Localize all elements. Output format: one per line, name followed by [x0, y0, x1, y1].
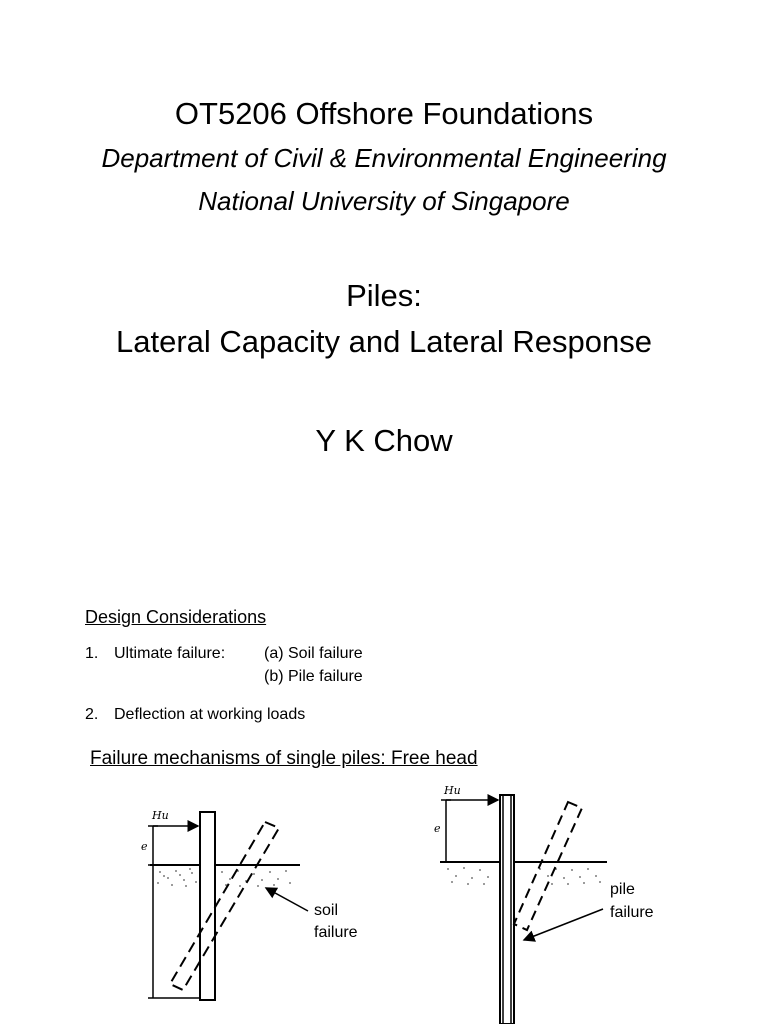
design-considerations-heading: Design Considerations: [85, 607, 267, 627]
item-2-text: Deflection at working loads: [114, 706, 306, 723]
soil-failure-label-line-1: soil: [314, 902, 339, 919]
author-name: Y K Chow: [315, 423, 453, 458]
topic-title-line-2: Lateral Capacity and Lateral Response: [116, 324, 652, 359]
soil-failure-diagram: [141, 809, 308, 1000]
pile-original-left: [200, 812, 215, 1000]
pile-failure-leader: [524, 909, 603, 940]
course-title: OT5206 Offshore Foundations: [174, 96, 594, 131]
load-symbol-left: Hu: [152, 809, 169, 822]
item-1b-pile-failure: (b) Pile failure: [264, 668, 363, 685]
pile-original-right: [500, 795, 514, 1024]
topic-title-line-1: Piles:: [346, 278, 422, 313]
soil-stipple-right: [447, 867, 601, 885]
soil-failure-leader: [266, 888, 308, 911]
pile-rotated-left: [170, 822, 279, 990]
pile-failure-label-line-2: failure: [610, 904, 654, 921]
ecc-symbol-left: e: [141, 840, 148, 853]
pile-failure-diagram: [434, 784, 607, 1024]
pile-failure-label-line-1: pile: [610, 881, 635, 898]
university-name: National University of Singapore: [198, 186, 570, 216]
failure-mechanisms-heading: Failure mechanisms of single piles: Free head: [90, 748, 478, 769]
ecc-symbol-right: e: [434, 822, 441, 835]
soil-failure-label-line-2: failure: [314, 924, 358, 941]
item-2-number: 2.: [85, 706, 99, 723]
soil-stipple-left: [157, 868, 291, 887]
item-1-text: Ultimate failure:: [114, 645, 226, 662]
item-1-number: 1.: [85, 645, 99, 662]
item-1a-soil-failure: (a) Soil failure: [264, 645, 363, 662]
department-name: Department of Civil & Environmental Engineering: [101, 143, 667, 173]
pile-bent-right: [514, 802, 582, 930]
load-symbol-right: Hu: [444, 784, 461, 797]
